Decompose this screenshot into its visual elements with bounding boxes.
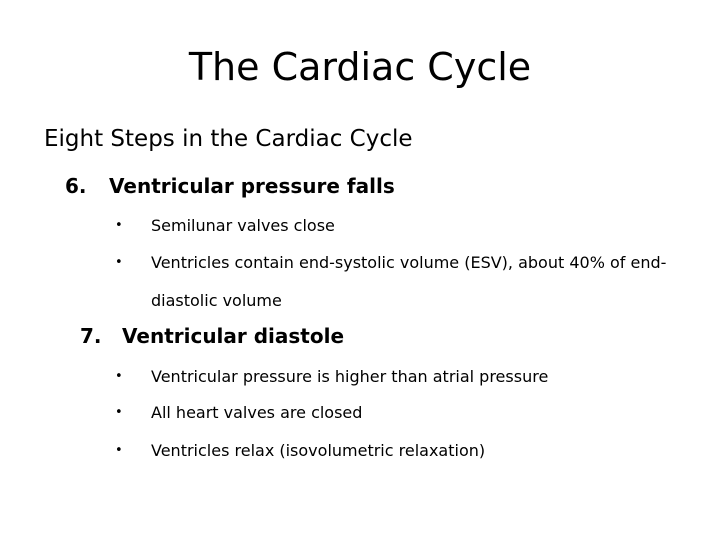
- step-title: Ventricular diastole: [122, 324, 345, 348]
- step-number: 6.: [65, 174, 87, 198]
- slide-title: The Cardiac Cycle: [188, 45, 532, 89]
- bullet-text: All heart valves are closed: [151, 403, 363, 422]
- step-7-heading: [80, 323, 344, 349]
- bullet-icon: •: [115, 218, 123, 233]
- bullet-text: Ventricles contain end-systolic volume (ESV), about 40% of end-diastolic volume: [151, 253, 667, 310]
- bullet-icon: •: [115, 369, 123, 384]
- bullet-icon: •: [115, 443, 123, 458]
- step-6-heading: [65, 173, 395, 199]
- step-title: Ventricular pressure falls: [109, 174, 395, 198]
- bullet-icon: •: [115, 405, 123, 420]
- bullet-text: Ventricles relax (isovolumetric relaxation): [151, 441, 486, 460]
- slide-subtitle: Eight Steps in the Cardiac Cycle: [44, 126, 413, 152]
- bullet-icon: •: [115, 255, 123, 270]
- bullet-text: Ventricular pressure is higher than atrial pressure: [151, 367, 549, 386]
- step-number: 7.: [80, 324, 102, 348]
- bullet-text: Semilunar valves close: [151, 216, 335, 235]
